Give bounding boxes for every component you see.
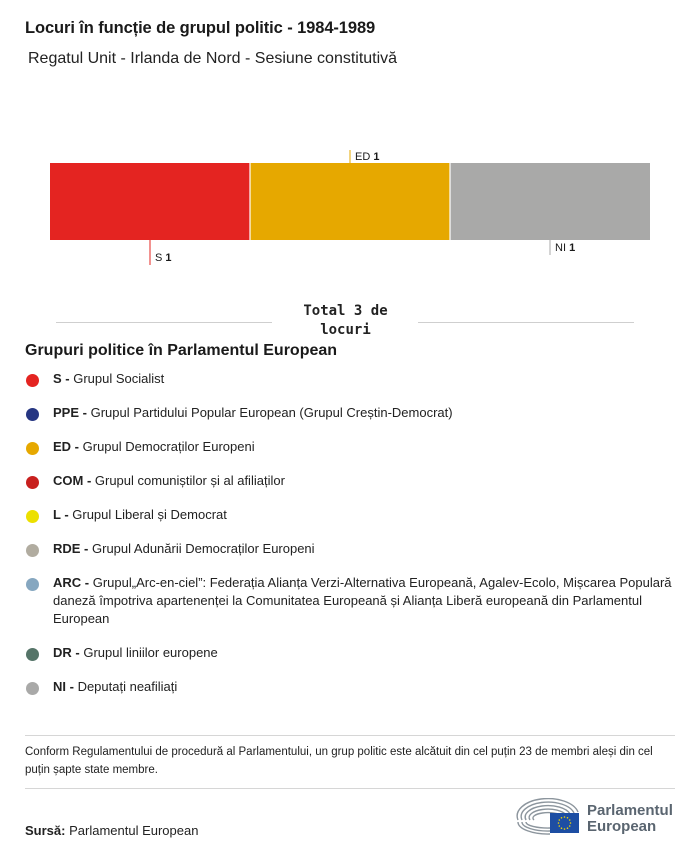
- legend-color-dot-icon: [26, 408, 39, 421]
- eu-flag-icon: [550, 813, 579, 833]
- legend-abbr: ARC -: [53, 575, 93, 590]
- bar-segment-s: [50, 163, 250, 240]
- eu-star-icon: [567, 817, 569, 819]
- legend-color-dot-icon: [26, 374, 39, 387]
- total-label: [288, 302, 403, 340]
- eu-star-icon: [569, 825, 571, 827]
- european-parliament-logo: [516, 798, 681, 838]
- legend-item: [25, 472, 683, 490]
- eu-star-icon: [561, 827, 563, 829]
- eu-star-icon: [558, 822, 560, 824]
- legend-item: [25, 644, 683, 662]
- source: [25, 823, 198, 838]
- legend-color-dot-icon: [26, 510, 39, 523]
- eu-star-icon: [564, 816, 566, 818]
- legend-item: [25, 438, 683, 456]
- eu-star-icon: [561, 817, 563, 819]
- eu-star-icon: [564, 828, 566, 830]
- note-divider-top: [25, 735, 675, 736]
- logo-line1: Parlamentul: [587, 802, 673, 819]
- logo-line2: European: [587, 818, 657, 835]
- legend-abbr: S -: [53, 371, 74, 386]
- stacked-bar-chart: [0, 140, 700, 280]
- legend-abbr: L -: [53, 507, 73, 522]
- legend-item: [25, 540, 683, 558]
- legend-label: Deputați neafiliați: [77, 679, 178, 694]
- legend-label: Grupul liniilor europene: [83, 645, 218, 660]
- legend-label: Grupul Liberal și Democrat: [72, 507, 227, 522]
- total-divider-left: [56, 322, 272, 323]
- chart-svg: [0, 140, 700, 280]
- data-label-category: NI: [555, 242, 570, 254]
- eu-star-icon: [559, 819, 561, 821]
- legend-label: Grupul Democraților Europeni: [82, 439, 255, 454]
- total-label-line1: Total 3 de: [303, 303, 388, 319]
- legend-abbr: RDE -: [53, 541, 92, 556]
- source-label: Sursă:: [25, 823, 66, 838]
- legend-label: Grupul Partidului Popular European (Grupul Creștin-Democrat): [90, 405, 453, 420]
- logo-text: [587, 803, 673, 835]
- legend-label: Grupul Adunării Democraților Europeni: [92, 541, 315, 556]
- data-label-category: ED: [355, 151, 374, 163]
- data-label-ni: [555, 242, 575, 254]
- legend-abbr: NI -: [53, 679, 78, 694]
- legend-item: [25, 370, 683, 388]
- eu-star-icon: [570, 822, 572, 824]
- legend-color-dot-icon: [26, 476, 39, 489]
- chart-subtitle: Regatul Unit - Irlanda de Nord - Sesiune constitutivă: [28, 50, 398, 67]
- legend-color-dot-icon: [26, 442, 39, 455]
- legend-color-dot-icon: [26, 578, 39, 591]
- data-label-value: 1: [373, 151, 380, 163]
- chart-title: Locuri în funcție de grupul politic - 1984-1989: [25, 19, 376, 37]
- bar-segment-ed: [250, 163, 450, 240]
- legend-item: [25, 506, 683, 524]
- eu-star-icon: [567, 827, 569, 829]
- source-value: Parlamentul European: [69, 823, 199, 838]
- total-label-line2: locuri: [320, 322, 371, 338]
- legend-abbr: ED -: [53, 439, 83, 454]
- legend-abbr: DR -: [53, 645, 84, 660]
- eu-star-icon: [569, 819, 571, 821]
- note-divider-bottom: [25, 788, 675, 789]
- data-label-value: 1: [165, 252, 172, 264]
- legend-item: [25, 574, 683, 628]
- legend-abbr: PPE -: [53, 405, 91, 420]
- eu-star-icon: [559, 825, 561, 827]
- legend-item: [25, 404, 683, 422]
- legend-label: Grupul comuniștilor și al afiliaților: [94, 473, 285, 488]
- legend-label: Grupul„Arc-en-ciel”: Federația Alianța Verzi-Alternativa Europeană, Agalev-Ecolo, Mișcarea Populară daneză împotriva apartenenței la Comunitatea Europeană și Alianța Liberă europeană din Parlamentul European: [53, 575, 672, 626]
- legend-color-dot-icon: [26, 648, 39, 661]
- legend-label: Grupul Socialist: [73, 371, 165, 386]
- legend-color-dot-icon: [26, 682, 39, 695]
- footnote: Conform Regulamentului de procedură al Parlamentului, un grup politic este alcătuit din cel puțin 23 de membri aleși din cel puțin șapte state membre.: [25, 746, 653, 776]
- data-label-value: 1: [569, 242, 576, 254]
- hemicycle-icon: [516, 798, 586, 838]
- legend-item: [25, 678, 683, 696]
- data-label-ed: [355, 151, 379, 163]
- bar-segment-ni: [450, 163, 650, 240]
- legend-color-dot-icon: [26, 544, 39, 557]
- total-seats: [56, 300, 634, 340]
- legend-title: Grupuri politice în Parlamentul European: [25, 342, 338, 359]
- legend-abbr: COM -: [53, 473, 95, 488]
- data-label-category: S: [155, 252, 166, 264]
- total-divider-right: [418, 322, 634, 323]
- data-label-s: [155, 252, 172, 264]
